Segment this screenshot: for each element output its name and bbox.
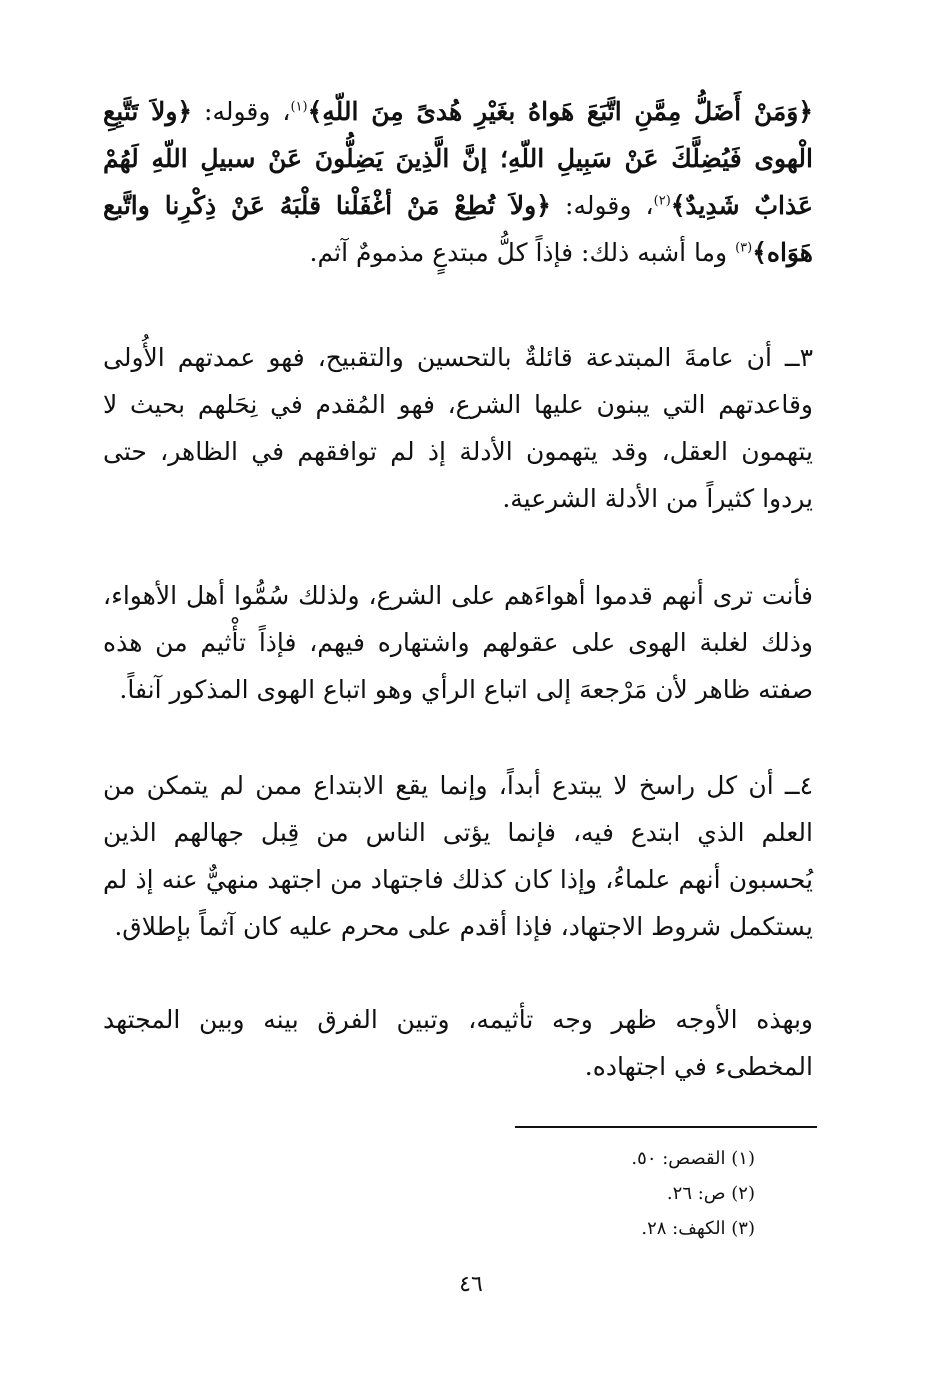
paragraph-2: ٣ــ أن عامةَ المبتدعة قائلةٌ بالتحسين والتقبيح، فهو عمدتهم الأُولى وقاعدتهم التي يبنون عليها الشرع، فهو المُقدم في نِحَلهم بحيث لا يتهمون العقل، وقد يتهمون الأدلة إذ لم توافقهم في الظاهر، حتى يردوا كثيراً من الأدلة الشرعية. (103, 343, 813, 513)
paragraph-5: وبهذه الأوجه ظهر وجه تأثيمه، وتبين الفرق بينه وبين المجتهد المخطىء في اجتهاده. (103, 1005, 813, 1081)
footnote-ref-1: (١) (290, 99, 308, 115)
footnote-divider (515, 1126, 817, 1128)
paragraph-1-text-3: وما أشبه ذلك: فإذاً كلُّ مبتدعٍ مذمومٌ آثم. (309, 238, 736, 267)
footnote-2: (٢) ص: ٢٦. (666, 1183, 755, 1204)
quran-verse-3: ﴿ولاَ تُطِعْ مَنْ أغْفَلْنا قلْبَهُ عَنْ ذِكْرِنا واتَّبع هَوَاه﴾ (103, 191, 813, 267)
footnote-1: (١) القصص: ٥٠. (631, 1148, 755, 1169)
paragraph-1-text-1: ، وقوله: (192, 97, 291, 126)
paragraph-4: ٤ــ أن كل راسخ لا يبتدع أبداً، وإنما يقع الابتداع ممن لم يتمكن من العلم الذي ابتدع فيه، فإنما يؤتى الناس من قِبل جهالهم الذين يُحسبون أنهم علماءُ، وإذا كان كذلك فاجتهاد من اجتهد منهيٌّ عنه إذ لم يستكمل شروط الاجتهاد، فإذا أقدم على محرم عليه كان آثماً بإطلاق. (103, 771, 813, 941)
quran-verse-2: ﴿ولاَ تَتَّبِعِ الْهوى فَيُضِلَّكَ عَنْ سَبِيلِ اللّهِ؛ إنَّ الَّذِينَ يَضِلُّونَ عَنْ سبيلِ اللّهِ لَهُمْ عَذابٌ شَدِيدٌ﴾ (103, 97, 813, 220)
quran-verse-1: ﴿وَمَنْ أَضَلُّ مِمَّنِ اتَّبَعَ هَواهُ بغَيْرِ هُدىً مِنَ اللّهِ﴾ (307, 97, 813, 126)
footnote-3: (٣) الكهف: ٢٨. (641, 1218, 755, 1239)
page-number: ٤٦ (459, 1272, 483, 1297)
footnote-ref-2: (٢) (653, 193, 671, 209)
footnote-ref-3: (٣) (735, 240, 753, 256)
paragraph-1-text-2: ، وقوله: (550, 191, 654, 220)
paragraph-3: فأنت ترى أنهم قدموا أهواءَهم على الشرع، ولذلك سُمُّوا أهل الأهواء، وذلك لغلبة الهوى على عقولهم واشتهاره فيهم، فإذاً تأْثيم من هذه صفته ظاهر لأن مَرْجعهَ إلى اتباع الرأي وهو اتباع الهوى المذكور آنفاً. (103, 581, 813, 704)
paragraph-1 (103, 88, 813, 276)
